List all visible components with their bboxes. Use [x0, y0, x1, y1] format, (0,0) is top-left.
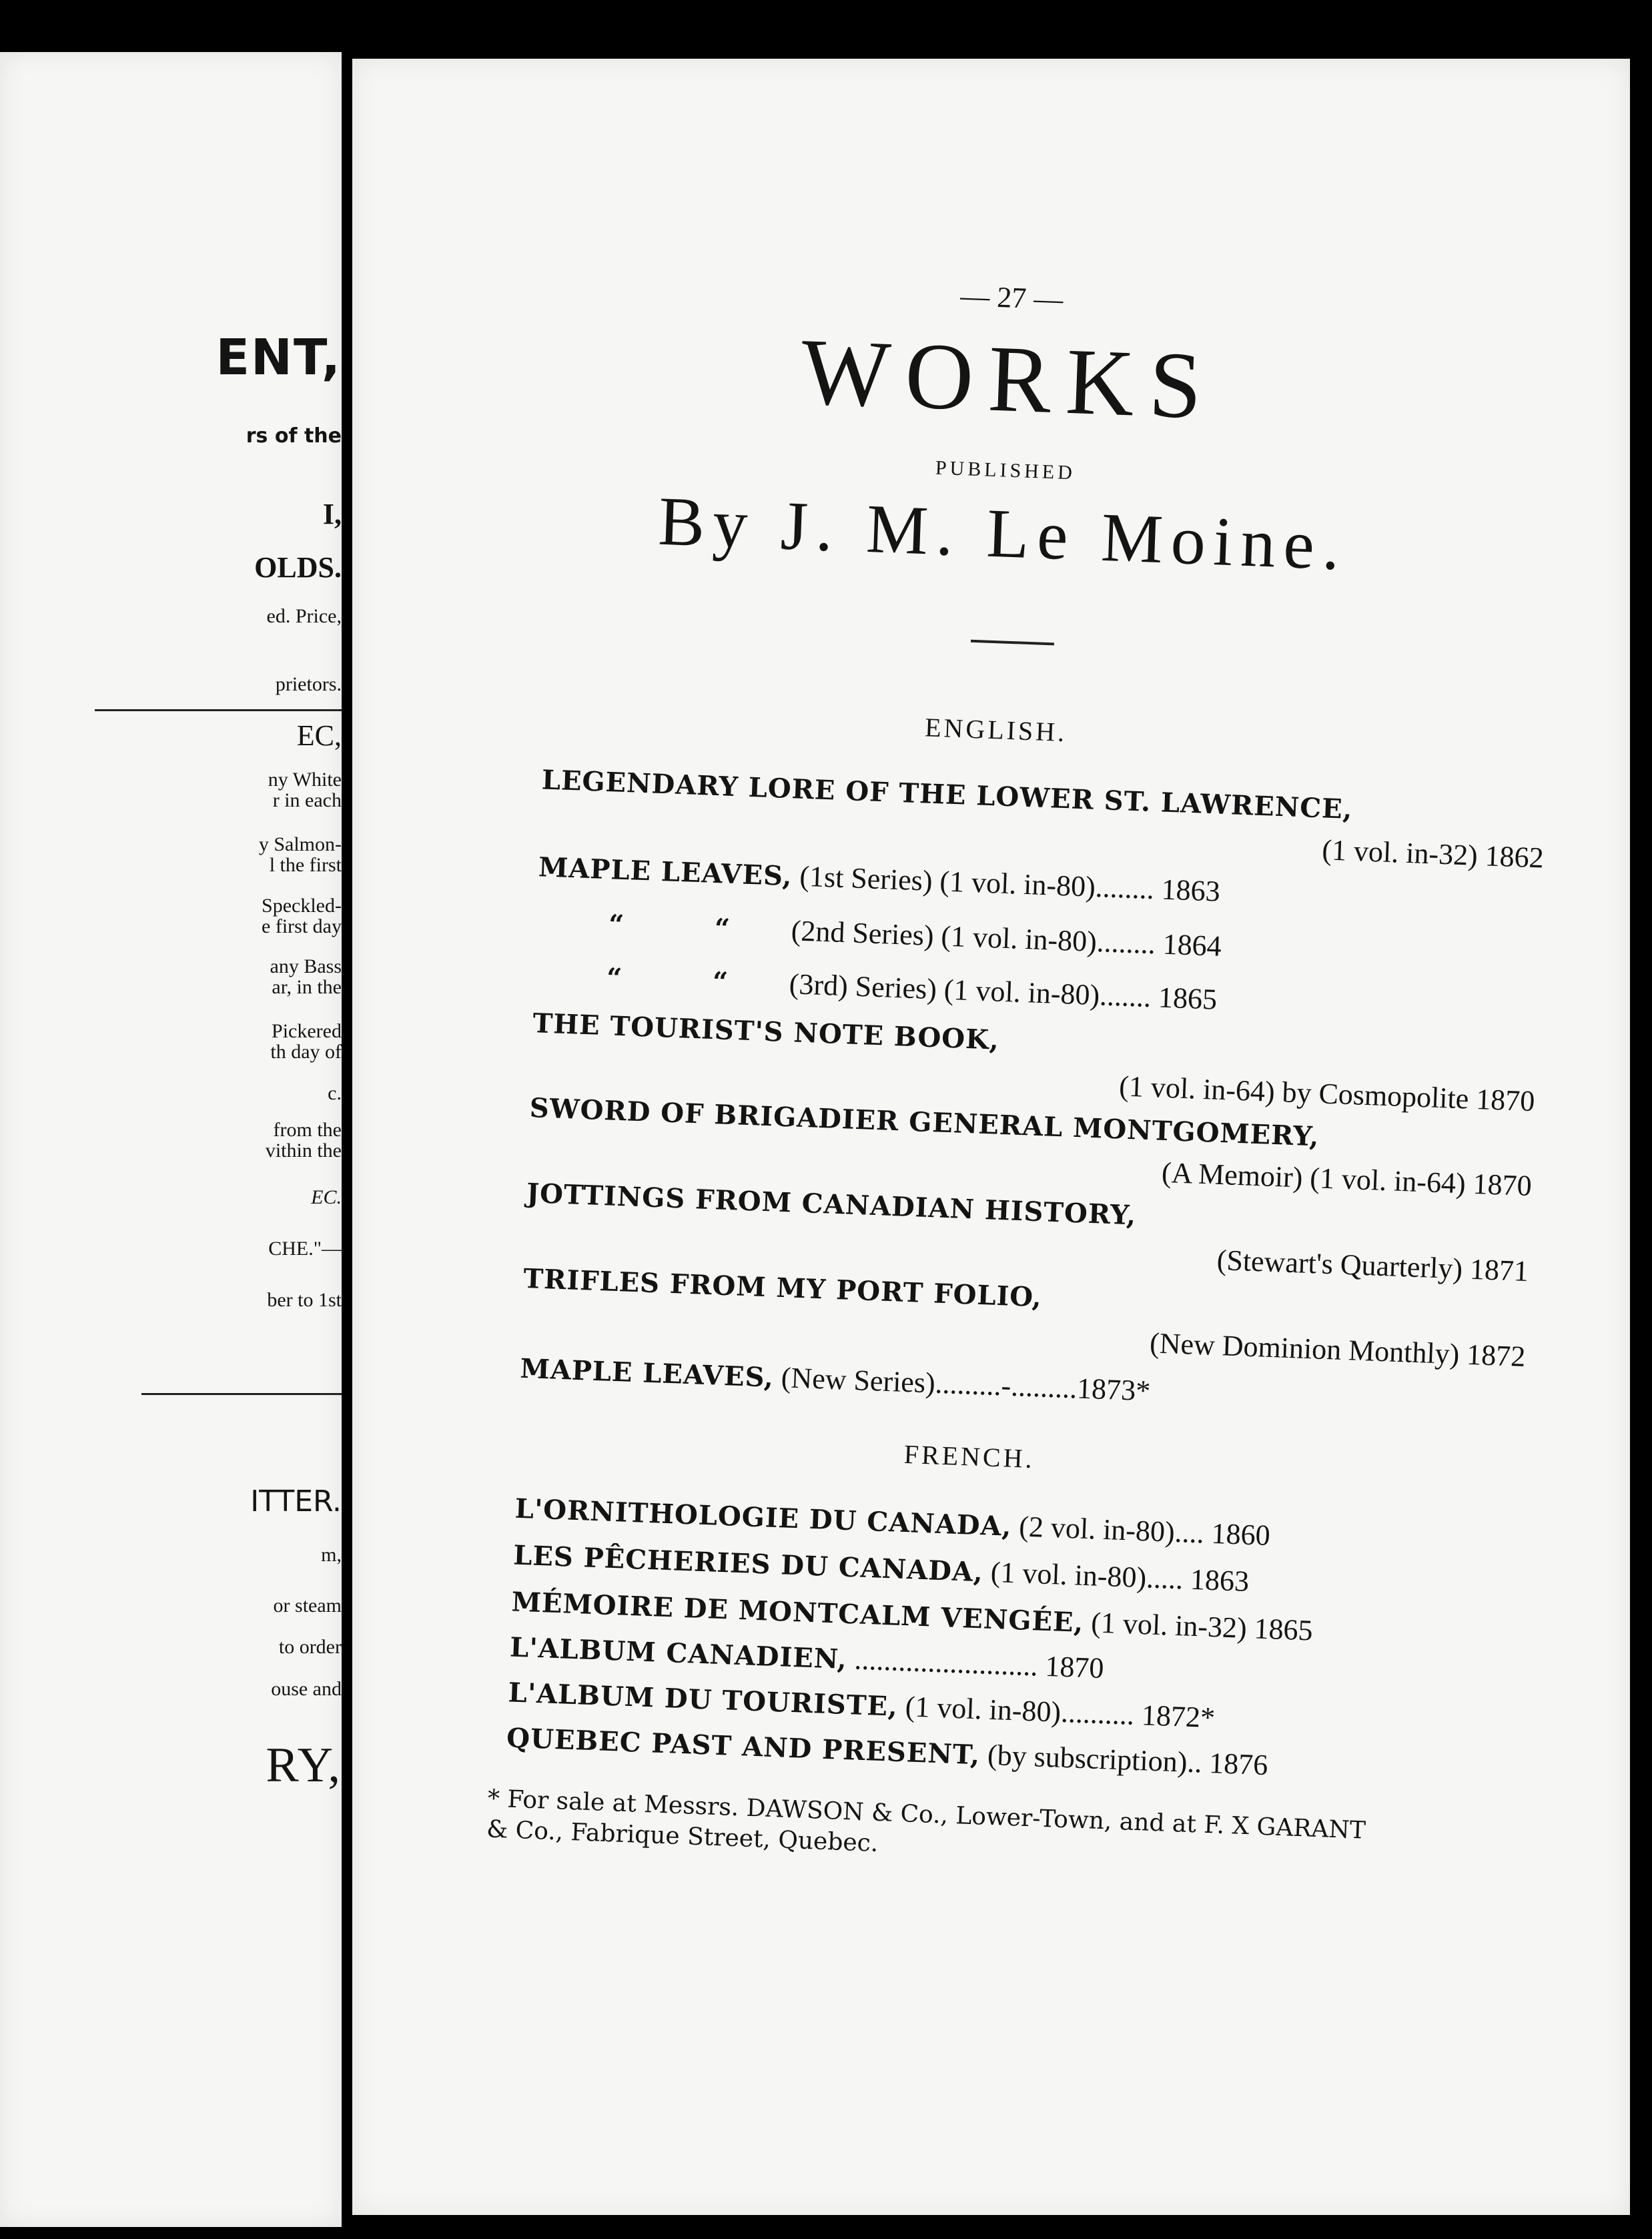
left-fragment: th day of: [270, 1041, 342, 1063]
right-page: [352, 59, 1630, 2215]
left-divider: [95, 709, 342, 711]
entry-title: L'ORNITHOLOGIE DU CANADA,: [514, 1492, 1013, 1542]
page-title: WORKS: [799, 318, 1219, 439]
left-fragment: l the first: [269, 854, 342, 876]
entry-detail: (3rd) Series) (1 vol. in-80)....... 1865: [789, 967, 1218, 1016]
entry-detail: (1 vol. in-64) by Cosmopolite 1870: [1118, 1069, 1536, 1118]
entry-detail: (by subscription).. 1876: [987, 1738, 1269, 1782]
entry-title: QUEBEC PAST AND PRESENT,: [506, 1722, 981, 1771]
left-fragment: OLDS.: [254, 551, 342, 584]
entry-detail: ......................... 1870: [853, 1643, 1105, 1685]
entry-detail: (1 vol. in-80)..... 1863: [989, 1555, 1250, 1598]
left-divider: [141, 1393, 342, 1395]
entry-detail: (New Series).........-.........1873*: [781, 1361, 1152, 1408]
entry-detail: (2nd Series) (1 vol. in-80)........ 1864: [790, 914, 1222, 963]
left-fragment: Pickered: [272, 1020, 342, 1042]
page-number: — 27 —: [959, 279, 1064, 316]
entry-title: MÉMOIRE DE MONTCALM VENGÉE,: [510, 1586, 1085, 1639]
left-fragment: ed. Price,: [266, 605, 342, 627]
entry-title: TRIFLES FROM MY PORT FOLIO,: [522, 1262, 1043, 1314]
ditto-mark: “ “: [608, 909, 731, 945]
left-fragment: e first day: [262, 915, 342, 937]
left-fragment: prietors.: [275, 673, 342, 695]
entry-detail: (2 vol. in-80).... 1860: [1018, 1510, 1271, 1552]
entry-title: LEGENDARY LORE OF THE LOWER ST. LAWRENCE,: [541, 764, 1354, 825]
entry-row: [520, 1351, 1151, 1408]
entry-row: [538, 849, 1220, 908]
left-fragment: to order: [278, 1636, 342, 1658]
entry-detail: (1 vol. in-32) 1862: [1321, 833, 1545, 875]
entry-title: LES PÊCHERIES DU CANADA,: [512, 1539, 984, 1589]
left-fragment: ITTER.: [250, 1484, 342, 1518]
page-content: [303, 37, 1652, 2239]
left-fragment: ber to 1st: [267, 1289, 342, 1311]
left-fragment: I,: [322, 498, 342, 530]
left-fragment: y Salmon-: [258, 833, 342, 855]
entry-row: [509, 1629, 1104, 1685]
left-fragment: CHE."—: [268, 1238, 342, 1260]
entry-detail: (1 vol. in-32) 1865: [1090, 1606, 1314, 1647]
entry-title: L'ALBUM DU TOURISTE,: [507, 1677, 899, 1723]
footnote: * For sale at Messrs. DAWSON & Co., Lower-Town, and at F. X GARANT & Co., Fabrique Street, Quebec.: [486, 1785, 1366, 1857]
left-fragment: c.: [328, 1082, 342, 1104]
left-fragment: or steam: [273, 1595, 342, 1617]
left-fragment: rs of the: [246, 424, 342, 448]
left-fragment: RY,: [266, 1738, 342, 1793]
left-fragment: EC.: [311, 1186, 342, 1208]
entry-title: MAPLE LEAVES,: [519, 1352, 775, 1394]
left-fragment: ny White: [268, 769, 342, 791]
entry-title: JOTTINGS FROM CANADIAN HISTORY,: [526, 1177, 1138, 1232]
left-page: [0, 52, 342, 2227]
entry-detail: (1 vol. in-80).......... 1872*: [904, 1690, 1216, 1735]
entry-detail: (New Dominion Monthly) 1872: [1149, 1326, 1527, 1373]
entry-detail: (1st Series) (1 vol. in-80)........ 1863: [799, 859, 1221, 908]
left-fragment: m,: [321, 1544, 342, 1566]
left-fragment: EC,: [296, 719, 342, 752]
section-heading-french: FRENCH.: [903, 1438, 1036, 1474]
entry-detail: (A Memoir) (1 vol. in-64) 1870: [1161, 1156, 1533, 1203]
entry-title: SWORD OF BRIGADIER GENERAL MONTGOMERY,: [529, 1092, 1320, 1153]
entry-title: L'ALBUM CANADIEN,: [509, 1631, 848, 1675]
left-fragment: vithin the: [265, 1140, 342, 1162]
ditto-mark: “ “: [606, 962, 729, 998]
entry-detail: (Stewart's Quarterly) 1871: [1216, 1243, 1529, 1288]
left-fragment: ouse and: [271, 1678, 342, 1700]
title-rule: [971, 640, 1054, 646]
left-fragment: any Bass: [270, 955, 342, 977]
entry-title: MAPLE LEAVES,: [538, 851, 793, 893]
left-fragment: Speckled-: [262, 895, 342, 917]
entry-row: [608, 907, 1222, 963]
author-line: By J. M. Le Moine.: [657, 482, 1349, 585]
left-fragment: from the: [273, 1119, 342, 1141]
entry-title: THE TOURIST'S NOTE BOOK,: [532, 1007, 1000, 1056]
left-fragment: r in each: [272, 789, 342, 811]
entry-row: [606, 960, 1218, 1017]
left-fragment: ar, in the: [272, 976, 342, 998]
page-subtitle: PUBLISHED: [935, 456, 1076, 484]
left-fragment: ENT,: [216, 329, 342, 386]
section-heading-english: ENGLISH.: [924, 712, 1068, 748]
